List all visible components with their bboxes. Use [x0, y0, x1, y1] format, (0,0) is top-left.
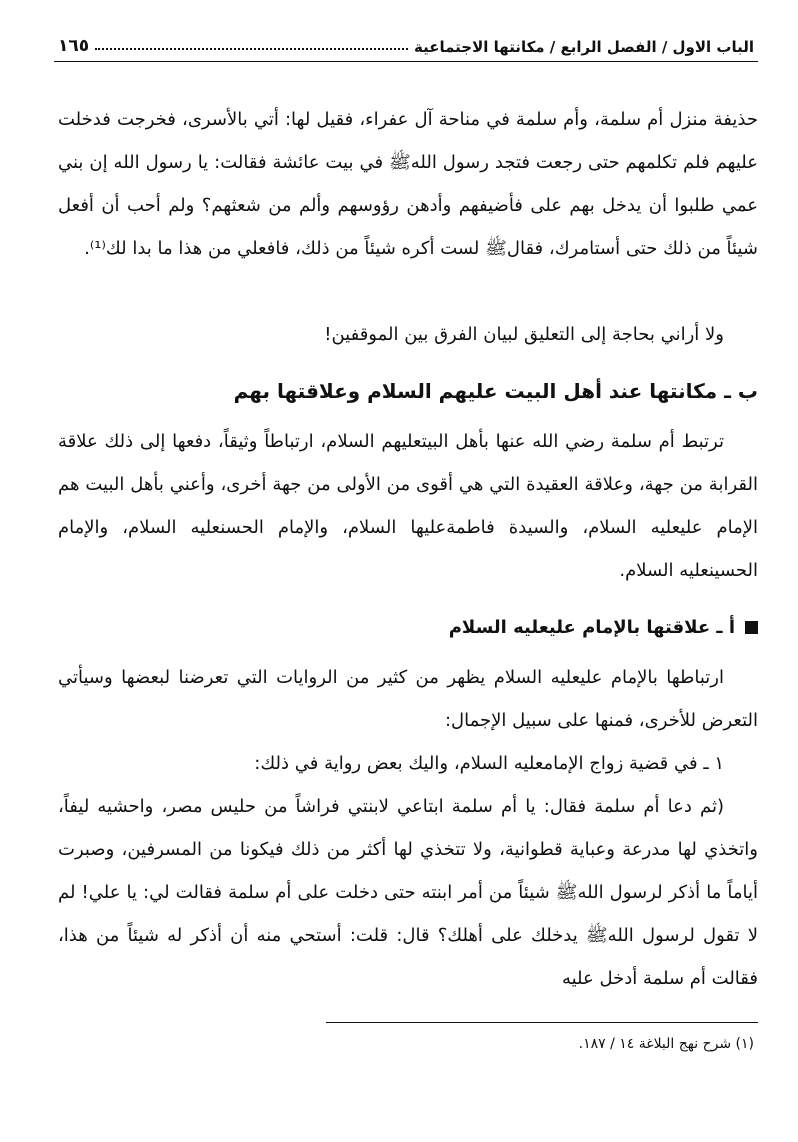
- footnote: (١) شرح نهج البلاغة ١٤ / ١٨٧.: [578, 1036, 754, 1052]
- paragraph-2-text: ولا أراني بحاجة إلى التعليق لبيان الفرق بين الموقفين!: [324, 324, 724, 345]
- paragraph-6: [58, 785, 758, 1000]
- paragraph-4: [58, 656, 758, 742]
- running-header: [58, 30, 754, 56]
- paragraph-1-text: حذيفة منزل أم سلمة، وأم سلمة في مناحة آل عفراء، فقيل لها: أتي بالأسرى، فخرجت فدخلت عليهم فلم تكلمهم حتى رجعت فتجد رسول اللهﷺ في بيت عائشة فقالت: يا رسول الله إن بني عمي طلبوا أن يدخل بهم على فأضيفهم وأدهن رؤوسهم وألم من شعثهم؟ ولم أحب أن أفعل شيئاً من ذلك حتى أستامرك، فقالﷺ لست أكره شيئاً من ذلك، فافعلي من هذا ما بدا لك⁽¹⁾.: [58, 109, 758, 259]
- footnote-rule: [326, 1022, 758, 1023]
- running-header-title: الباب الاول / الفصل الرابع / مكانتها الاجتماعية: [414, 38, 754, 56]
- square-bullet-icon: [745, 621, 758, 634]
- paragraph-5: [58, 742, 758, 785]
- section-heading-b: ب ـ مكانتها عند أهل البيت عليهم السلام وعلاقتها بهم: [233, 379, 758, 403]
- paragraph-5-text: ١ ـ في قضية زواج الإمامعليه السلام، واليك بعض رواية في ذلك:: [254, 753, 724, 774]
- paragraph-3: [58, 420, 758, 592]
- subsection-heading-a: [58, 617, 758, 638]
- paragraph-2: [58, 313, 758, 356]
- subsection-heading-a-text: أ ـ علاقتها بالإمام عليعليه السلام: [448, 617, 735, 638]
- header-rule: [54, 61, 758, 62]
- page-number: ١٦٥: [58, 36, 90, 56]
- paragraph-3-text: ترتبط أم سلمة رضي الله عنها بأهل البيتعليهم السلام، ارتباطاً وثيقاً، دفعها إلى ذلك علاقة القرابة من جهة، وعلاقة العقيدة التي هي أقوى من الأولى من جهة أخرى، وأعني بأهل البيت هم الإمام عليعليه السلام، والسيدة فاطمةعليها السلام، والإمام الحسنعليه السلام، والإمام الحسينعليه السلام.: [58, 431, 758, 581]
- paragraph-6-text: (ثم دعا أم سلمة فقال: يا أم سلمة ابتاعي لابنتي فراشاً من حليس مصر، واحشيه ليفاً، واتخذي لها مدرعة وعباية قطوانية، ولا تتخذي لها أكثر من ذلك فيكونا من المسرفين، وصبرت أياماً ما أذكر لرسول اللهﷺ شيئاً من أمر ابنته حتى دخلت على أم سلمة فقالت لي: يا علي! لم لا تقول لرسول اللهﷺ يدخلك على أهلك؟ قال: قلت: أستحي منه أن أذكر له شيئاً من هذا، فقالت أم سلمة أدخل عليه: [58, 796, 758, 989]
- paragraph-4-text: ارتباطها بالإمام عليعليه السلام يظهر من كثير من الروايات التي تعرضنا لبعضها وسيأتي التعرض للأخرى، فمنها على سبيل الإجمال:: [58, 667, 758, 731]
- header-dot-leader: [95, 48, 408, 50]
- paragraph-1: [58, 98, 758, 270]
